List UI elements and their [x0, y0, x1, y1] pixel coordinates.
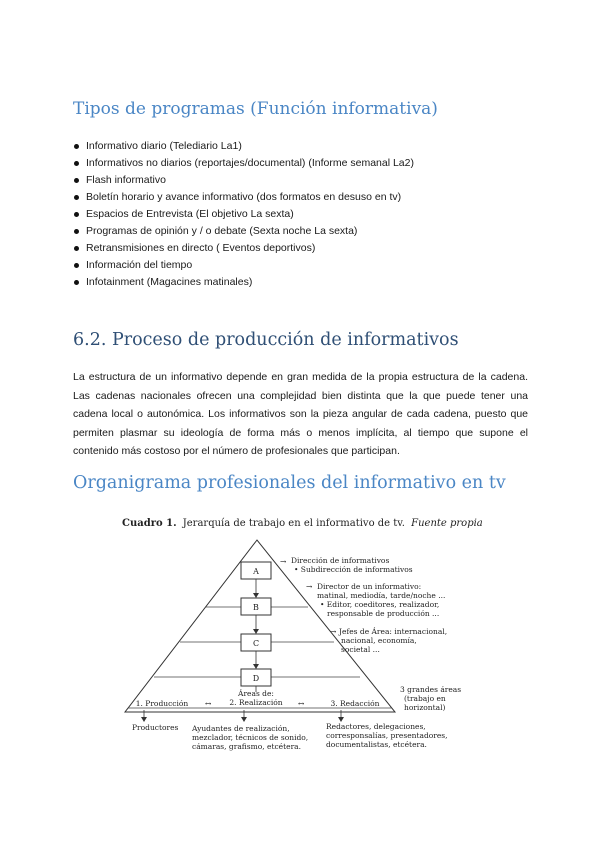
- list-item: Boletín horario y avance informativo (dos formatos en desuso en tv): [73, 189, 513, 206]
- box-b-label: B: [253, 603, 259, 612]
- area-produccion: 1. Producción: [135, 699, 189, 708]
- diagram-caption: Cuadro 1. Jerarquía de trabajo en el informativo de tv. Fuente propia: [122, 518, 483, 529]
- box-a-label: A: [253, 567, 259, 576]
- roles-realizacion-3: cámaras, grafismo, etcétera.: [192, 742, 302, 751]
- roles-realizacion-2: mezclador, técnicos de sonido,: [192, 733, 309, 742]
- areas-note-2: (trabajo en: [404, 694, 446, 703]
- note-a2: • Subdirección de informativos: [294, 565, 413, 574]
- note-c1: Jefes de Área: internacional,: [339, 627, 448, 636]
- arrow-head: [253, 593, 259, 598]
- note-b1: Director de un informativo:: [317, 582, 422, 591]
- arrow-head: [241, 717, 247, 722]
- arrow-right-a: →: [280, 557, 287, 566]
- areas-note-3: horizontal): [404, 703, 446, 712]
- note-b2: matinal, mediodía, tarde/noche ...: [317, 591, 446, 600]
- arrow-head: [253, 629, 259, 634]
- note-c2: nacional, economía,: [341, 636, 417, 645]
- roles-redaccion-2: corresponsalías, presentadores,: [326, 731, 448, 740]
- area-arrow-right: ↔: [298, 699, 305, 708]
- roles-redaccion-3: documentalistas, etcétera.: [326, 740, 427, 749]
- roles-redaccion-1: Redactores, delegaciones,: [326, 722, 426, 731]
- hierarchy-diagram: [110, 512, 485, 762]
- roles-produccion: Productores: [132, 723, 179, 732]
- box-d-label: D: [252, 674, 260, 683]
- roles-realizacion-1: Ayudantes de realización,: [192, 724, 290, 733]
- list-item: Retransmisiones en directo ( Eventos deportivos): [73, 240, 513, 257]
- note-c3: societal ...: [341, 645, 380, 654]
- list-item: Programas de opinión y / o debate (Sexta noche La sexta): [73, 223, 513, 240]
- note-b4: responsable de producción ...: [327, 609, 440, 618]
- diagram-svg: [110, 512, 485, 762]
- list-item: Informativo diario (Telediario La1): [73, 138, 513, 155]
- note-a1: Dirección de informativos: [291, 556, 390, 565]
- section-title-tipos: Tipos de programas (Función informativa): [73, 99, 438, 119]
- program-types-list: [73, 138, 513, 291]
- arrow-right-c: →: [330, 627, 337, 636]
- areas-label: Áreas de:: [238, 689, 274, 698]
- note-b3: • Editor, coeditores, realizador,: [320, 600, 440, 609]
- list-item: Espacios de Entrevista (El objetivo La sexta): [73, 206, 513, 223]
- box-c-label: C: [252, 639, 260, 648]
- body-paragraph: La estructura de un informativo depende en gran medida de la propia estructura de la cadena. Las cadenas nacionales ofrecen una complejidad bien distinta que la que puede tener una cadena local o autonómica. Los informativos son la pieza angular de cada cadena, puesto que permiten plasmar su ideología de forma más o menos implícita, al tiempo que supone el contenido más costoso por el número de profesionales que participan.: [73, 371, 528, 458]
- area-arrow-left: ↔: [205, 699, 212, 708]
- arrow-right-b: →: [306, 582, 313, 591]
- section-title-proceso: 6.2. Proceso de producción de informativos: [73, 330, 459, 350]
- area-redaccion: 3. Redacción: [330, 699, 380, 708]
- list-item: Flash informativo: [73, 172, 513, 189]
- list-item: Informativos no diarios (reportajes/documental) (Informe semanal La2): [73, 155, 513, 172]
- section-title-organigrama: Organigrama profesionales del informativo en tv: [73, 473, 506, 493]
- list-item: Infotainment (Magacines matinales): [73, 274, 513, 291]
- arrow-head: [141, 717, 147, 722]
- area-realizacion: 2. Realización: [229, 698, 283, 707]
- list-item: Información del tiempo: [73, 257, 513, 274]
- areas-note-1: 3 grandes áreas: [400, 685, 462, 694]
- arrow-head: [253, 664, 259, 669]
